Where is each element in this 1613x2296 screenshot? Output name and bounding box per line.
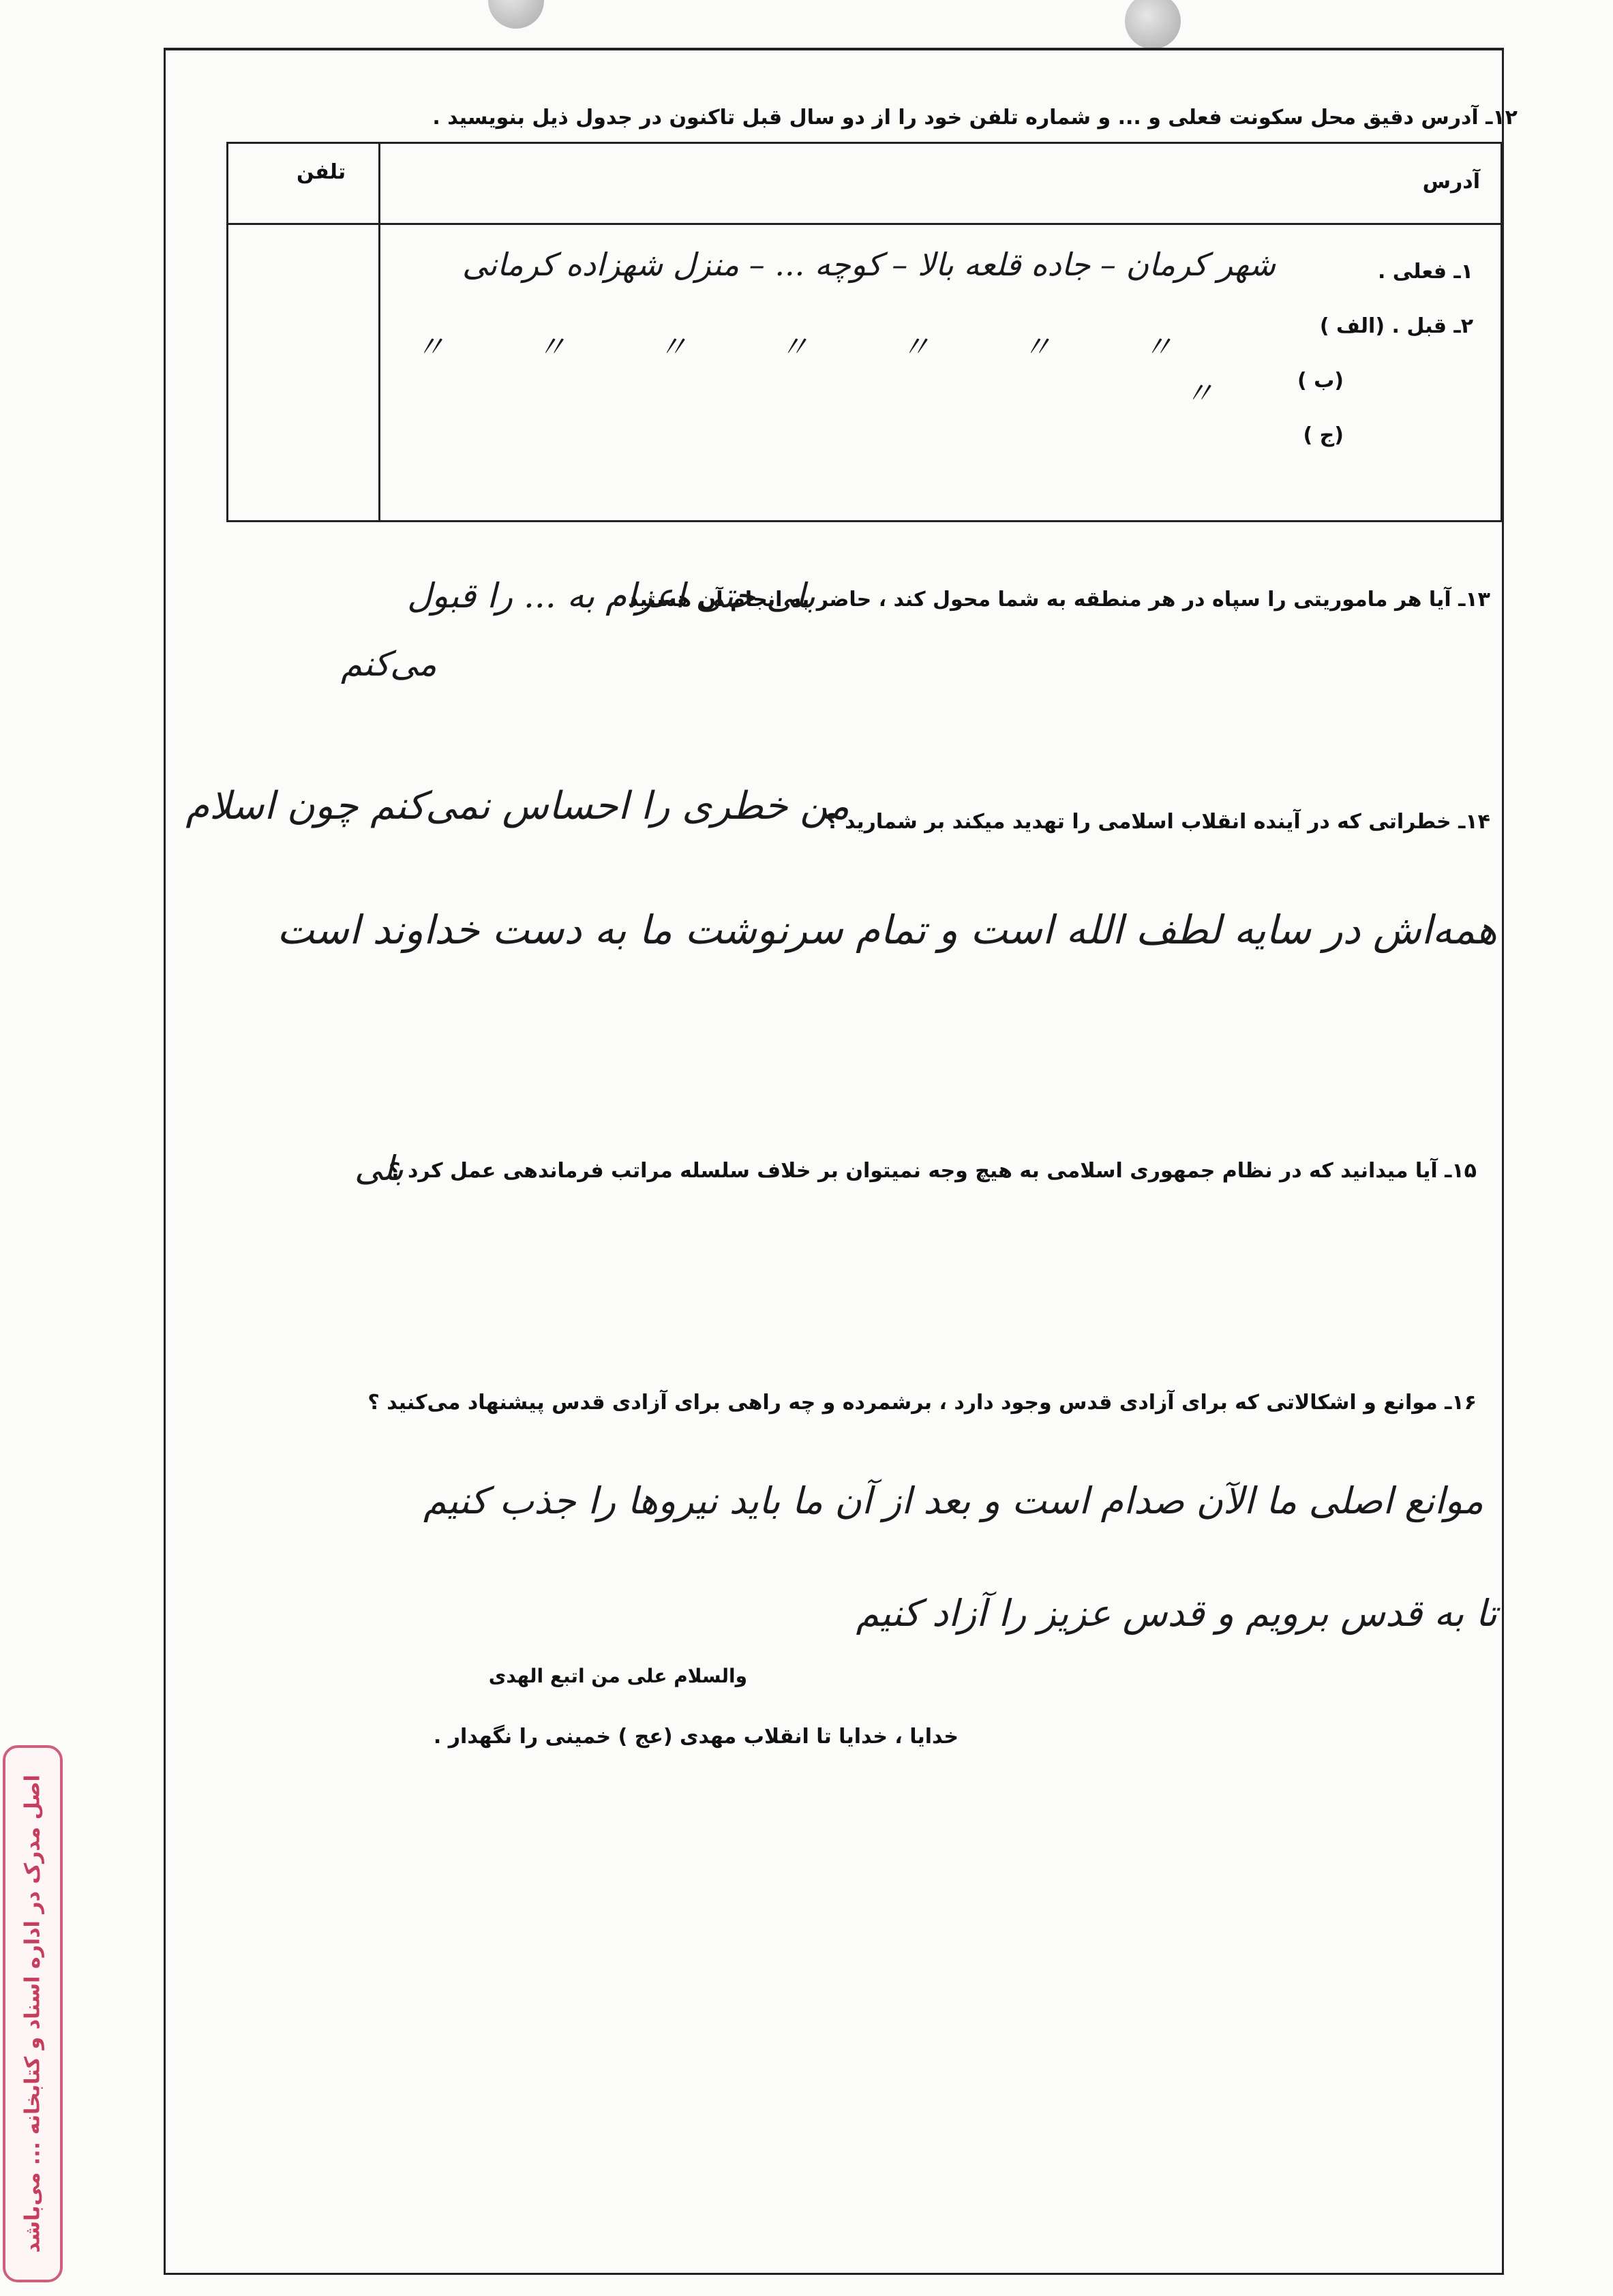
closing-salam: والسلام علی من اتبع الهدی [488, 1665, 747, 1687]
address-table-divider [378, 144, 380, 520]
answer-15: بلی [355, 1149, 404, 1188]
row-current-label: ۱ـ فعلی . [1377, 260, 1473, 284]
column-address: آدرس [1422, 170, 1480, 194]
answer-14-line1: من خطری را احساس نمی‌کنم چون اسلام [185, 784, 849, 828]
question-16: ۱۶ـ موانع و اشکالاتی که برای آزادی قدس وجود دارد ، برشمرده و چه راهی برای آزادی قدس پیشنهاد می‌کنید ؟ [367, 1391, 1477, 1415]
question-14: ۱۴ـ خطراتی که در آینده انقلاب اسلامی را تهدید میکند بر شمارید ؟ [826, 810, 1490, 834]
question-12: ۱۲ـ آدرس دقیق محل سکونت فعلی و ... و شماره تلفن خود را از دو سال قبل تاکنون در جدول ذیل بنویسید . [432, 106, 1518, 130]
answer-previous-ditto: 〃 〃 〃 〃 〃 〃 〃 [415, 330, 1214, 365]
row-b-label: (ب ) [1297, 369, 1344, 393]
closing-prayer: خدایا ، خدایا تا انقلاب مهدی (عج ) خمینی را نگهدار . [433, 1725, 959, 1749]
answer-b-ditto: 〃 [1184, 376, 1214, 411]
row-c-label: (ج ) [1303, 423, 1344, 447]
answer-16-line1: موانع اصلی ما الآن صدام است و بعد از آن ما باید نیروها را جذب کنیم [423, 1479, 1483, 1522]
row-previous-label: ۲ـ قبل . (الف ) [1319, 314, 1473, 338]
address-table-header [228, 144, 1501, 225]
question-15: ۱۵ـ آیا میدانید که در نظام جمهوری اسلامی به هیچ وجه نمیتوان بر خلاف سلسله مراتب فرماندهی عمل کرد ؟ [389, 1159, 1477, 1183]
answer-16-line2: تا به قدس برویم و قدس عزیز را آزاد کنیم [856, 1592, 1497, 1635]
answer-14-line2: همه‌اش در سایه لطف الله است و تمام سرنوشت ما به دست خداوند است [277, 907, 1497, 953]
archive-stamp-text: اصل مدرک در اداره اسناد و کتابخانه ... می‌باشد [20, 1774, 45, 2253]
punch-hole-left [488, 0, 544, 29]
address-table [226, 142, 1503, 522]
answer-current-address: شهر کرمان – جاده قلعه بالا – کوچه ... – منزل شهزاده کرمانی [462, 246, 1276, 283]
question-13: ۱۳ـ آیا هر ماموریتی را سپاه در هر منطقه به شما محول کند ، حاضر به انجام آن هستید . [613, 588, 1490, 611]
column-phone: تلفن [297, 160, 346, 184]
answer-13-line2: می‌کنم [341, 644, 437, 684]
punch-hole-right [1125, 0, 1181, 49]
answer-13-line1: بلی حتی اعزام به ... را قبول [407, 576, 815, 616]
archive-stamp [3, 1745, 63, 2282]
